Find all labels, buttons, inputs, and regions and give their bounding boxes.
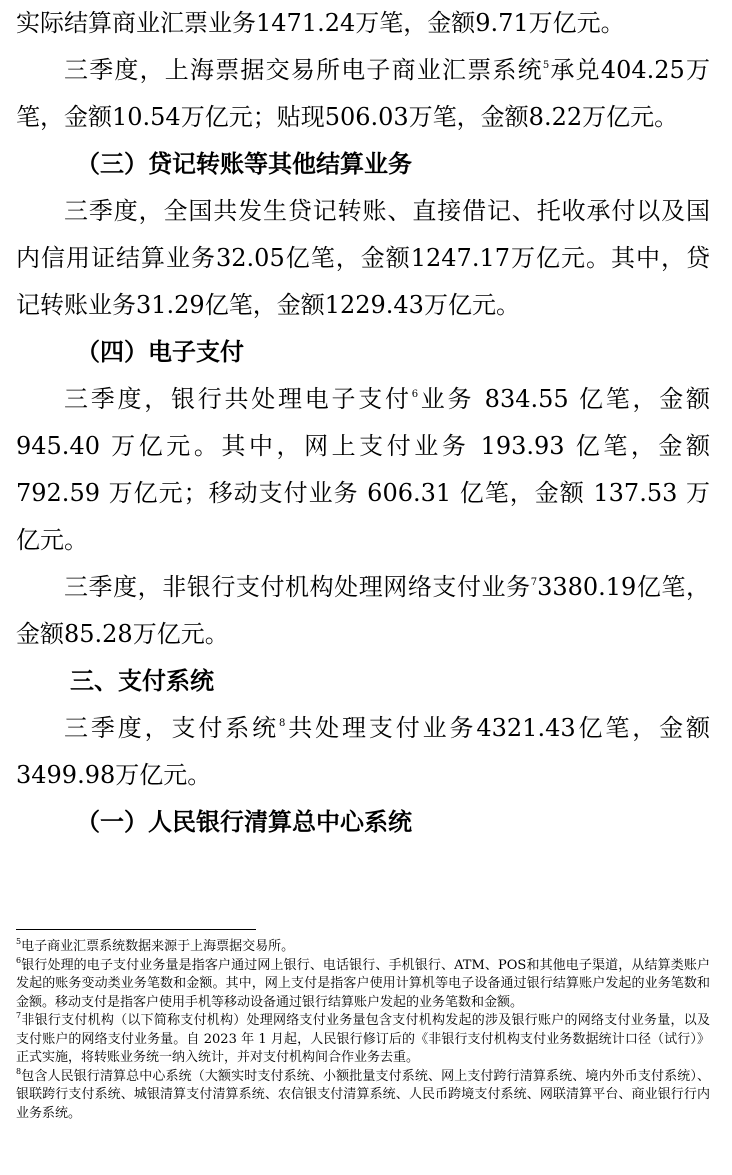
paragraph-payment-system xyxy=(16,705,710,799)
heading-electronic-payment: （四）电子支付 xyxy=(76,338,244,366)
paragraph-credit-transfer: 三季度，全国共发生贷记转账、直接借记、托收承付以及国内信用证结算业务32.05亿笔，金额1247.17万亿元。其中，贷记转账业务31.29亿笔，金额1229.43万亿元。 xyxy=(16,197,710,319)
footnote-8 xyxy=(16,1068,710,1124)
footnote-6 xyxy=(16,957,710,1013)
footnote-7 xyxy=(16,1012,710,1068)
heading-pboc-clearing-center: （一）人民银行清算总中心系统 xyxy=(76,808,412,836)
footnote-text: 银行处理的电子支付业务量是指客户通过网上银行、电话银行、手机银行、ATM、POS和其他电子渠道，从结算类账户发起的账务变动类业务笔数和金额。其中，网上支付是指客户使用计算机等电子设备通过银行结算账户发起的业务笔数和金额。移动支付是指客户使用手机等移动设备通过银行结算账户发起的业务笔数和金额。 xyxy=(16,957,710,1010)
paragraph-text: 三季度，支付系统 xyxy=(64,714,279,742)
paragraph-text: 业务 834.55 亿笔，金额 945.40 万亿元。其中，网上支付业务 193.93 亿笔，金额 792.59 万亿元；移动支付业务 606.31 亿笔，金额 137.53 万亿元。 xyxy=(16,385,711,554)
footnote-text: 电子商业汇票系统数据来源于上海票据交易所。 xyxy=(21,939,295,954)
footnote-number: 5 xyxy=(16,937,22,946)
footnote-text: 包含人民银行清算总中心系统（大额实时支付系统、小额批量支付系统、网上支付跨行清算系统、境内外币支付系统）、银联跨行支付系统、城银清算支付清算系统、农信银支付清算系统、人民币跨境支付系统、网联清算平台、商业银行行内业务系统。 xyxy=(16,1068,710,1121)
footnote-number: 6 xyxy=(16,955,22,965)
heading-credit-transfer: （三）贷记转账等其他结算业务 xyxy=(76,150,412,178)
footnote-ref-5[interactable]: 5 xyxy=(542,60,550,71)
footnote-ref-7[interactable]: 7 xyxy=(530,577,538,588)
paragraph-text: 承兑404.25万笔，金额10.54万亿元；贴现506.03万笔，金额8.22万亿元。 xyxy=(16,56,711,131)
paragraph-text: 三季度，非银行支付机构处理网络支付业务 xyxy=(64,573,531,601)
paragraph-text: 共处理支付业务4321.43亿笔，金额3499.98万亿元。 xyxy=(16,714,710,789)
footnote-ref-8[interactable]: 8 xyxy=(279,718,286,729)
footnote-divider xyxy=(16,929,256,930)
paragraph-text: 三季度，银行共处理电子支付 xyxy=(64,385,412,413)
footnote-ref-6[interactable]: 6 xyxy=(411,389,419,400)
document-body xyxy=(16,0,710,846)
footnote-text: 非银行支付机构（以下简称支付机构）处理网络支付业务量包含支付机构发起的涉及银行账户的网络支付业务量，以及支付账户的网络支付业务量。自 2023 年 1 月起，人民银行修订后的《非银行支付机构支付业务数据统计口径（试行）》正式实施，将转账业务统一纳入统计，并对支付机构间合作业务去重。 xyxy=(16,1013,710,1065)
footnote-number: 7 xyxy=(16,1011,22,1020)
paragraph-electronic-payment xyxy=(16,376,710,564)
footnote-5 xyxy=(16,938,710,957)
paragraph-text: 三季度，上海票据交易所电子商业汇票系统 xyxy=(64,56,543,84)
paragraph-commercial-bill-settlement: 实际结算商业汇票业务1471.24万笔，金额9.71万亿元。 xyxy=(16,9,625,37)
paragraph-nonbank-payment xyxy=(16,564,710,658)
paragraph-text: 3380.19亿笔，金额85.28万亿元。 xyxy=(16,573,710,648)
footnotes xyxy=(16,938,710,1123)
heading-payment-system: 三、支付系统 xyxy=(70,667,214,695)
footnote-number: 8 xyxy=(16,1066,22,1076)
paragraph-shanghai-bill-exchange xyxy=(16,47,710,141)
